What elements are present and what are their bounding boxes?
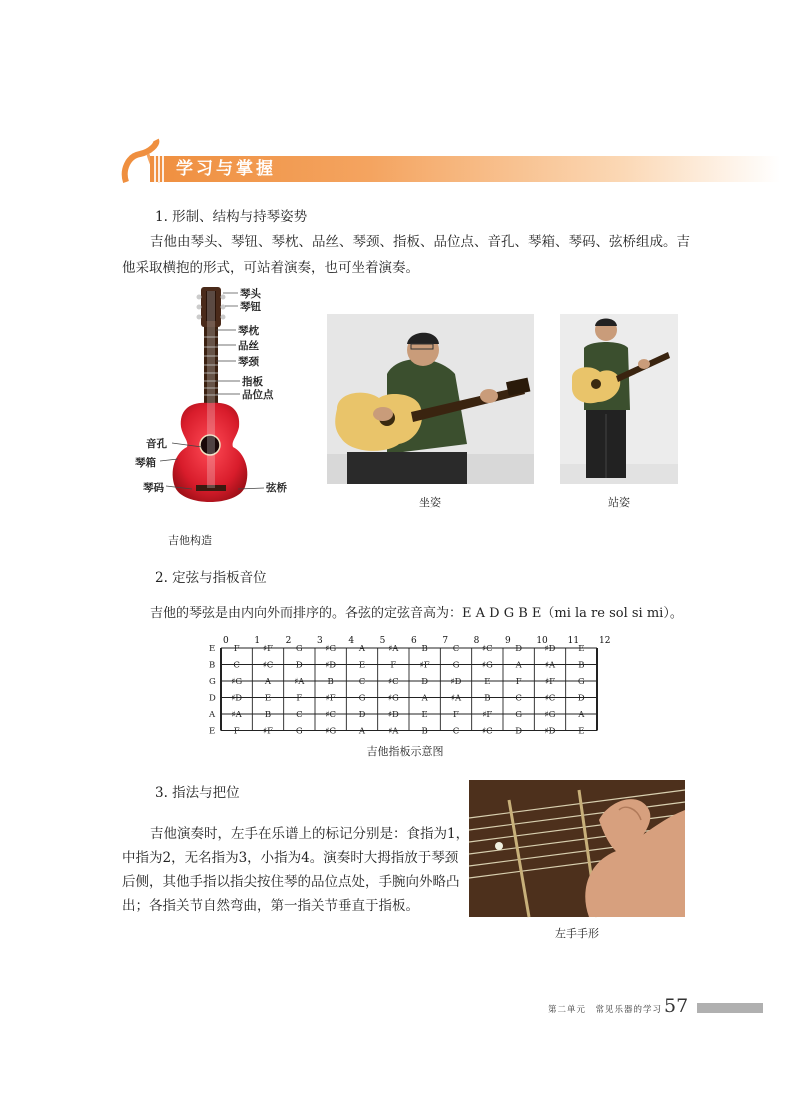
fretboard-string-name: G bbox=[209, 677, 216, 687]
label-qinjing: 琴颈 bbox=[238, 356, 259, 368]
page-number: 57 bbox=[664, 995, 689, 1017]
fretboard-note: G bbox=[358, 693, 366, 704]
label-xianqiao: 弦桥 bbox=[266, 482, 287, 494]
fretboard-note: F bbox=[296, 693, 303, 704]
fretboard-note: ♯F bbox=[262, 726, 274, 737]
caption-fretboard: 吉他指板示意图 bbox=[366, 745, 444, 758]
fretboard-fret-number: 11 bbox=[567, 636, 580, 646]
heading-tuning: 2. 定弦与指板音位 bbox=[155, 570, 267, 586]
fretboard-note: ♯C bbox=[388, 677, 399, 687]
fretboard-note: ♯G bbox=[231, 677, 243, 687]
label-yinkong: 音孔 bbox=[146, 438, 167, 450]
fretboard-note: ♯F bbox=[325, 693, 336, 704]
fretboard-note: ♯A bbox=[294, 677, 305, 687]
fretboard-fret-number: 5 bbox=[379, 636, 386, 646]
fretboard-fret-number: 9 bbox=[505, 636, 511, 646]
fretboard-note: ♯D bbox=[544, 726, 556, 737]
heading-fingering: 3. 指法与把位 bbox=[155, 785, 240, 801]
fretboard-note: B bbox=[421, 644, 428, 654]
fretboard-note: G bbox=[295, 726, 303, 737]
fretboard-diagram bbox=[205, 634, 611, 742]
fretboard-string-name: A bbox=[209, 710, 216, 720]
fretboard-string-name: B bbox=[209, 660, 216, 671]
fretboard-note: F bbox=[233, 644, 240, 654]
fretboard-note: ♯G bbox=[481, 660, 493, 671]
fretboard-note: ♯A bbox=[231, 710, 242, 720]
fretboard-note: E bbox=[264, 693, 272, 704]
fretboard-note: ♯C bbox=[482, 644, 493, 654]
fretboard-note: G bbox=[577, 677, 585, 687]
fretboard-note: ♯G bbox=[544, 710, 556, 720]
section-header-stripes bbox=[154, 156, 166, 182]
caption-left-hand: 左手手形 bbox=[555, 927, 599, 940]
fretboard-note: B bbox=[421, 726, 428, 737]
fretboard-fret-number: 3 bbox=[317, 636, 323, 646]
fretboard-fret-number: 8 bbox=[473, 636, 480, 646]
fretboard-note: C bbox=[233, 660, 240, 671]
label-qinzhen: 琴枕 bbox=[238, 325, 259, 337]
paragraph-tuning: 吉他的琴弦是由内向外而排序的。各弦的定弦音高为：E A D G B E（mi la re sol si mi）。 bbox=[150, 606, 683, 621]
label-qinniu: 琴钮 bbox=[240, 301, 261, 313]
fretboard-note: D bbox=[515, 644, 523, 654]
fretboard-note: B bbox=[264, 710, 272, 720]
fretboard-note: ♯F bbox=[419, 660, 430, 671]
fretboard-note: ♯C bbox=[482, 726, 493, 737]
fretboard-note: G bbox=[515, 710, 523, 720]
fretboard-fret-number: 7 bbox=[442, 636, 449, 646]
fretboard-note: A bbox=[515, 660, 522, 671]
fretboard-note: ♯G bbox=[325, 726, 337, 737]
fretboard-note: C bbox=[358, 677, 366, 687]
label-qinma: 琴码 bbox=[143, 482, 164, 494]
fretboard-note: ♯A bbox=[544, 660, 556, 671]
fretboard-note: C bbox=[452, 726, 460, 737]
fretboard-note: ♯D bbox=[544, 644, 556, 654]
fretboard-note: D bbox=[515, 726, 523, 737]
footer-unit-title: 第二单元 常见乐器的学习 bbox=[548, 1005, 663, 1015]
label-qintou: 琴头 bbox=[240, 288, 261, 300]
fretboard-note: ♯D bbox=[450, 677, 462, 687]
fretboard-note: B bbox=[484, 693, 491, 704]
fretboard-note: ♯C bbox=[544, 693, 556, 704]
label-pinsi: 品丝 bbox=[238, 340, 259, 352]
left-hand-photo bbox=[469, 780, 685, 917]
fretboard-note: B bbox=[327, 677, 334, 687]
fretboard-note: D bbox=[295, 660, 303, 671]
fretboard-note: D bbox=[421, 677, 429, 687]
paragraph-fingering-line4: 出；各指关节自然弯曲，第一指关节垂直于指板。 bbox=[122, 898, 419, 914]
fretboard-note: E bbox=[578, 644, 585, 654]
fretboard-fret-number: 6 bbox=[411, 636, 417, 646]
fretboard-note: E bbox=[578, 726, 585, 737]
fretboard-note: ♯D bbox=[325, 660, 337, 671]
fretboard-string-name: E bbox=[209, 644, 216, 654]
fretboard-note: C bbox=[452, 644, 460, 654]
fretboard-note: ♯G bbox=[325, 644, 337, 654]
fretboard-note: D bbox=[577, 693, 585, 704]
fretboard-fret-number: 2 bbox=[285, 636, 292, 646]
heading-structure: 1. 形制、结构与持琴姿势 bbox=[155, 209, 308, 225]
fretboard-note: ♯D bbox=[387, 710, 399, 720]
fretboard-note: A bbox=[421, 693, 428, 704]
fretboard-note: A bbox=[358, 644, 366, 654]
fretboard-note: C bbox=[515, 693, 522, 704]
paragraph-fingering-line1: 吉他演奏时，左手在乐谱上的标记分别是：食指为1， bbox=[150, 826, 470, 842]
fretboard-note: F bbox=[453, 710, 459, 720]
footer-bar bbox=[697, 1003, 763, 1013]
paragraph-structure-line1: 吉他由琴头、琴钮、琴枕、品丝、琴颈、指板、品位点、音孔、琴箱、琴码、弦桥组成。吉 bbox=[150, 234, 690, 250]
fretboard-string-name: E bbox=[209, 726, 216, 737]
paragraph-structure-line2: 他采取横抱的形式，可站着演奏，也可坐着演奏。 bbox=[122, 260, 419, 276]
fretboard-note: D bbox=[358, 710, 366, 720]
fretboard-note: F bbox=[390, 660, 397, 671]
fretboard-note: E bbox=[421, 710, 428, 720]
fretboard-note: A bbox=[578, 710, 585, 720]
fretboard-note: F bbox=[233, 726, 240, 737]
fretboard-note: ♯A bbox=[450, 693, 462, 704]
fretboard-string-name: D bbox=[209, 693, 216, 704]
label-qinxiang: 琴箱 bbox=[135, 457, 156, 469]
sitting-photo bbox=[327, 314, 534, 484]
label-zhiban: 指板 bbox=[242, 376, 263, 388]
fretboard-fret-number: 1 bbox=[254, 636, 261, 646]
paragraph-fingering-line3: 后侧，其他手指以指尖按住琴的品位点处，手腕向外略凸 bbox=[122, 874, 460, 890]
fretboard-note: ♯C bbox=[325, 710, 336, 720]
fretboard-note: ♯F bbox=[544, 677, 556, 687]
fretboard-note: B bbox=[578, 660, 585, 671]
standing-photo bbox=[560, 314, 678, 484]
fretboard-note: ♯F bbox=[262, 644, 274, 654]
fretboard-note: A bbox=[264, 677, 272, 687]
caption-guitar-structure: 吉他构造 bbox=[168, 534, 212, 547]
fretboard-note: ♯D bbox=[231, 693, 243, 704]
fretboard-fret-number: 0 bbox=[223, 636, 229, 646]
caption-sitting: 坐姿 bbox=[419, 496, 441, 509]
fretboard-fret-number: 4 bbox=[348, 636, 355, 646]
section-header bbox=[120, 140, 780, 186]
fretboard-note: C bbox=[296, 710, 303, 720]
fretboard-note: A bbox=[358, 726, 366, 737]
caption-standing: 站姿 bbox=[608, 496, 630, 509]
fretboard-note: ♯A bbox=[388, 644, 399, 654]
section-title: 学习与掌握 bbox=[176, 159, 276, 179]
fretboard-note: G bbox=[452, 660, 460, 671]
fretboard-note: ♯F bbox=[482, 710, 493, 720]
fretboard-fret-number: 10 bbox=[536, 636, 548, 646]
paragraph-fingering-line2: 中指为2，无名指为3，小指为4。演奏时大拇指放于琴颈 bbox=[122, 850, 459, 866]
fretboard-note: E bbox=[358, 660, 366, 671]
label-pinweidian: 品位点 bbox=[242, 389, 274, 401]
fretboard-note: F bbox=[515, 677, 522, 687]
fretboard-note: ♯C bbox=[262, 660, 274, 671]
fretboard-note: G bbox=[295, 644, 303, 654]
fretboard-note: E bbox=[484, 677, 491, 687]
fretboard-note: ♯A bbox=[388, 726, 399, 737]
fretboard-fret-number: 12 bbox=[599, 636, 611, 646]
fretboard-note: ♯G bbox=[387, 693, 399, 704]
guitar-label-lines bbox=[130, 285, 300, 505]
